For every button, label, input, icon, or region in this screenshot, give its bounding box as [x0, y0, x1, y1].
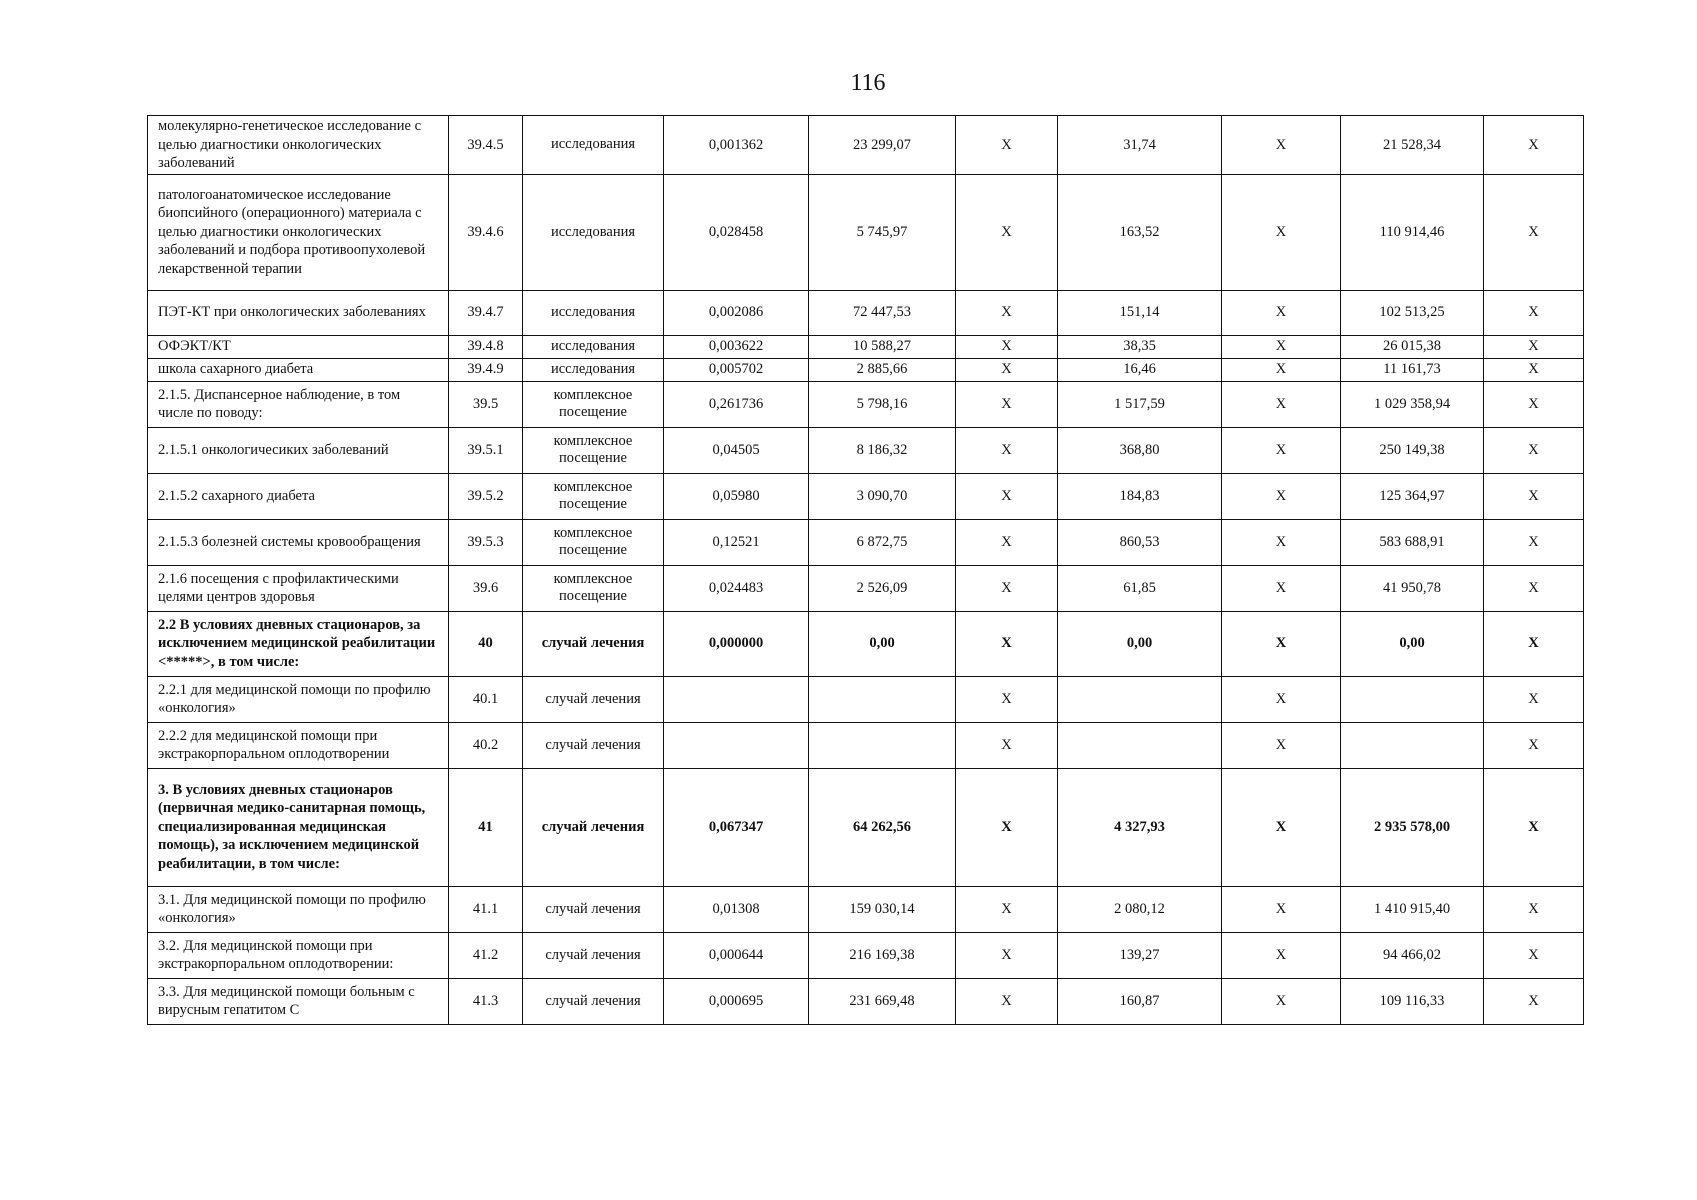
row-code-cell: 39.4.9: [449, 358, 523, 381]
row-value4-cell: [1341, 722, 1484, 768]
table-row: [148, 427, 1584, 473]
row-name-cell: 3.2. Для медицинской помощи при экстракорпоральном оплодотворении:: [148, 932, 449, 978]
row-x3-cell: X: [1484, 358, 1584, 381]
row-code-cell: 39.5.2: [449, 473, 523, 519]
row-x1-cell: X: [956, 768, 1058, 886]
row-value2-cell: 216 169,38: [809, 932, 956, 978]
row-value4-cell: 41 950,78: [1341, 565, 1484, 611]
row-value2-cell: 10 588,27: [809, 335, 956, 358]
table-row: [148, 611, 1584, 676]
row-value2-cell: 0,00: [809, 611, 956, 676]
row-value1-cell: 0,002086: [664, 290, 809, 335]
row-value4-cell: 21 528,34: [1341, 116, 1484, 175]
table-row: [148, 381, 1584, 427]
row-code-cell: 40.1: [449, 676, 523, 722]
row-x3-cell: X: [1484, 565, 1584, 611]
row-name-cell: 3.1. Для медицинской помощи по профилю «онкология»: [148, 886, 449, 932]
row-unit-cell: случай лечения: [523, 676, 664, 722]
row-value4-cell: 125 364,97: [1341, 473, 1484, 519]
row-x2-cell: X: [1222, 174, 1341, 290]
row-value2-cell: [809, 722, 956, 768]
table-row: [148, 932, 1584, 978]
row-code-cell: 39.5: [449, 381, 523, 427]
row-unit-cell: комплексное посещение: [523, 519, 664, 565]
row-value3-cell: 0,00: [1058, 611, 1222, 676]
row-x2-cell: X: [1222, 116, 1341, 175]
row-x2-cell: X: [1222, 427, 1341, 473]
row-value4-cell: 1 029 358,94: [1341, 381, 1484, 427]
row-value1-cell: 0,028458: [664, 174, 809, 290]
row-value4-cell: 11 161,73: [1341, 358, 1484, 381]
row-value1-cell: 0,024483: [664, 565, 809, 611]
row-x2-cell: X: [1222, 886, 1341, 932]
row-value3-cell: 163,52: [1058, 174, 1222, 290]
row-x3-cell: X: [1484, 519, 1584, 565]
row-value3-cell: 184,83: [1058, 473, 1222, 519]
row-x1-cell: X: [956, 519, 1058, 565]
row-name-cell: ПЭТ-КТ при онкологических заболеваниях: [148, 290, 449, 335]
row-code-cell: 39.5.3: [449, 519, 523, 565]
row-value3-cell: 16,46: [1058, 358, 1222, 381]
row-unit-cell: исследования: [523, 358, 664, 381]
table-row: [148, 768, 1584, 886]
row-value1-cell: 0,005702: [664, 358, 809, 381]
row-name-cell: 2.1.5.2 сахарного диабета: [148, 473, 449, 519]
row-x1-cell: X: [956, 174, 1058, 290]
row-code-cell: 39.6: [449, 565, 523, 611]
row-value2-cell: 231 669,48: [809, 978, 956, 1024]
table-row: [148, 116, 1584, 175]
row-unit-cell: случай лечения: [523, 932, 664, 978]
row-value3-cell: 860,53: [1058, 519, 1222, 565]
row-x2-cell: X: [1222, 932, 1341, 978]
row-code-cell: 39.4.5: [449, 116, 523, 175]
row-x1-cell: X: [956, 886, 1058, 932]
table-body: [148, 116, 1584, 1025]
row-x1-cell: X: [956, 978, 1058, 1024]
row-unit-cell: комплексное посещение: [523, 565, 664, 611]
row-value1-cell: 0,000000: [664, 611, 809, 676]
row-x1-cell: X: [956, 427, 1058, 473]
row-value1-cell: 0,261736: [664, 381, 809, 427]
row-x3-cell: X: [1484, 978, 1584, 1024]
row-value1-cell: 0,003622: [664, 335, 809, 358]
table-row: [148, 565, 1584, 611]
row-x1-cell: X: [956, 381, 1058, 427]
table-row: [148, 174, 1584, 290]
row-name-cell: 2.1.5.1 онкологичесиких заболеваний: [148, 427, 449, 473]
row-x2-cell: X: [1222, 473, 1341, 519]
table-row: [148, 676, 1584, 722]
row-x1-cell: X: [956, 358, 1058, 381]
row-value1-cell: 0,12521: [664, 519, 809, 565]
table-row: [148, 722, 1584, 768]
row-value1-cell: 0,000695: [664, 978, 809, 1024]
row-value3-cell: 38,35: [1058, 335, 1222, 358]
row-value2-cell: 23 299,07: [809, 116, 956, 175]
row-x1-cell: X: [956, 932, 1058, 978]
row-value2-cell: 3 090,70: [809, 473, 956, 519]
row-x3-cell: X: [1484, 473, 1584, 519]
row-value2-cell: 8 186,32: [809, 427, 956, 473]
row-value3-cell: 160,87: [1058, 978, 1222, 1024]
row-value3-cell: [1058, 676, 1222, 722]
row-name-cell: 2.1.6 посещения с профилактическими целями центров здоровья: [148, 565, 449, 611]
row-code-cell: 41: [449, 768, 523, 886]
row-value3-cell: 31,74: [1058, 116, 1222, 175]
table-row: [148, 519, 1584, 565]
row-name-cell: 2.1.5. Диспансерное наблюдение, в том числе по поводу:: [148, 381, 449, 427]
row-value4-cell: 1 410 915,40: [1341, 886, 1484, 932]
row-value3-cell: 4 327,93: [1058, 768, 1222, 886]
row-value1-cell: 0,000644: [664, 932, 809, 978]
row-x2-cell: X: [1222, 676, 1341, 722]
row-x2-cell: X: [1222, 290, 1341, 335]
row-value1-cell: 0,01308: [664, 886, 809, 932]
row-name-cell: школа сахарного диабета: [148, 358, 449, 381]
row-value2-cell: 6 872,75: [809, 519, 956, 565]
row-value4-cell: 94 466,02: [1341, 932, 1484, 978]
row-value3-cell: 151,14: [1058, 290, 1222, 335]
row-unit-cell: комплексное посещение: [523, 473, 664, 519]
table-row: [148, 290, 1584, 335]
row-value2-cell: [809, 676, 956, 722]
row-value2-cell: 72 447,53: [809, 290, 956, 335]
row-value4-cell: 102 513,25: [1341, 290, 1484, 335]
row-value1-cell: 0,067347: [664, 768, 809, 886]
row-unit-cell: комплексное посещение: [523, 427, 664, 473]
row-name-cell: патологоанатомическое исследование биопсийного (операционного) материала с целью диагностики онкологических заболеваний и подбора противоопухолевой лекарственной терапии: [148, 174, 449, 290]
data-table: [147, 115, 1584, 1025]
row-x1-cell: X: [956, 676, 1058, 722]
row-value4-cell: 0,00: [1341, 611, 1484, 676]
row-unit-cell: исследования: [523, 290, 664, 335]
row-value1-cell: 0,001362: [664, 116, 809, 175]
row-x3-cell: X: [1484, 611, 1584, 676]
table-row: [148, 473, 1584, 519]
row-unit-cell: исследования: [523, 174, 664, 290]
row-code-cell: 40: [449, 611, 523, 676]
row-value2-cell: 5 745,97: [809, 174, 956, 290]
row-value1-cell: [664, 722, 809, 768]
row-x2-cell: X: [1222, 565, 1341, 611]
row-x3-cell: X: [1484, 116, 1584, 175]
page-number: 116: [850, 70, 886, 96]
row-code-cell: 41.2: [449, 932, 523, 978]
row-unit-cell: случай лечения: [523, 611, 664, 676]
row-x3-cell: X: [1484, 335, 1584, 358]
row-unit-cell: исследования: [523, 116, 664, 175]
row-x1-cell: X: [956, 565, 1058, 611]
row-x2-cell: X: [1222, 978, 1341, 1024]
row-unit-cell: случай лечения: [523, 768, 664, 886]
row-code-cell: 39.4.6: [449, 174, 523, 290]
row-value3-cell: 368,80: [1058, 427, 1222, 473]
row-value4-cell: 26 015,38: [1341, 335, 1484, 358]
row-value2-cell: 5 798,16: [809, 381, 956, 427]
row-value1-cell: 0,04505: [664, 427, 809, 473]
row-name-cell: 2.2.1 для медицинской помощи по профилю «онкология»: [148, 676, 449, 722]
row-code-cell: 41.3: [449, 978, 523, 1024]
row-name-cell: ОФЭКТ/КТ: [148, 335, 449, 358]
row-value3-cell: 139,27: [1058, 932, 1222, 978]
row-x3-cell: X: [1484, 676, 1584, 722]
row-value4-cell: 2 935 578,00: [1341, 768, 1484, 886]
row-value1-cell: [664, 676, 809, 722]
row-code-cell: 39.5.1: [449, 427, 523, 473]
row-x1-cell: X: [956, 290, 1058, 335]
row-name-cell: 2.2.2 для медицинской помощи при экстракорпоральном оплодотворении: [148, 722, 449, 768]
row-value4-cell: 583 688,91: [1341, 519, 1484, 565]
row-x3-cell: X: [1484, 174, 1584, 290]
table-row: [148, 335, 1584, 358]
table-row: [148, 978, 1584, 1024]
row-x2-cell: X: [1222, 519, 1341, 565]
row-value3-cell: 1 517,59: [1058, 381, 1222, 427]
row-unit-cell: случай лечения: [523, 978, 664, 1024]
row-x3-cell: X: [1484, 768, 1584, 886]
row-value2-cell: 2 526,09: [809, 565, 956, 611]
row-x1-cell: X: [956, 116, 1058, 175]
row-x3-cell: X: [1484, 932, 1584, 978]
row-x2-cell: X: [1222, 768, 1341, 886]
table-row: [148, 358, 1584, 381]
row-name-cell: молекулярно-генетическое исследование с целью диагностики онкологических заболеваний: [148, 116, 449, 175]
row-value2-cell: 159 030,14: [809, 886, 956, 932]
row-value4-cell: 250 149,38: [1341, 427, 1484, 473]
row-x1-cell: X: [956, 473, 1058, 519]
row-name-cell: 3.3. Для медицинской помощи больным с вирусным гепатитом С: [148, 978, 449, 1024]
row-x3-cell: X: [1484, 886, 1584, 932]
row-value4-cell: 109 116,33: [1341, 978, 1484, 1024]
row-name-cell: 2.2 В условиях дневных стационаров, за исключением медицинской реабилитации <*****>, в том числе:: [148, 611, 449, 676]
row-x2-cell: X: [1222, 722, 1341, 768]
row-x3-cell: X: [1484, 290, 1584, 335]
row-value4-cell: 110 914,46: [1341, 174, 1484, 290]
row-name-cell: 2.1.5.3 болезней системы кровообращения: [148, 519, 449, 565]
row-value2-cell: 64 262,56: [809, 768, 956, 886]
row-unit-cell: случай лечения: [523, 886, 664, 932]
row-x2-cell: X: [1222, 358, 1341, 381]
row-unit-cell: комплексное посещение: [523, 381, 664, 427]
row-x2-cell: X: [1222, 381, 1341, 427]
row-code-cell: 40.2: [449, 722, 523, 768]
row-value3-cell: 2 080,12: [1058, 886, 1222, 932]
row-unit-cell: исследования: [523, 335, 664, 358]
row-x3-cell: X: [1484, 722, 1584, 768]
row-x2-cell: X: [1222, 335, 1341, 358]
row-value1-cell: 0,05980: [664, 473, 809, 519]
row-value3-cell: 61,85: [1058, 565, 1222, 611]
row-x3-cell: X: [1484, 381, 1584, 427]
row-x2-cell: X: [1222, 611, 1341, 676]
row-unit-cell: случай лечения: [523, 722, 664, 768]
row-x3-cell: X: [1484, 427, 1584, 473]
row-x1-cell: X: [956, 335, 1058, 358]
table-row: [148, 886, 1584, 932]
row-code-cell: 39.4.8: [449, 335, 523, 358]
row-value3-cell: [1058, 722, 1222, 768]
row-name-cell: 3. В условиях дневных стационаров (первичная медико-санитарная помощь, специализированная медицинская помощь), за исключением медицинской реабилитации, в том числе:: [148, 768, 449, 886]
row-value2-cell: 2 885,66: [809, 358, 956, 381]
row-code-cell: 39.4.7: [449, 290, 523, 335]
row-x1-cell: X: [956, 722, 1058, 768]
row-value4-cell: [1341, 676, 1484, 722]
row-code-cell: 41.1: [449, 886, 523, 932]
row-x1-cell: X: [956, 611, 1058, 676]
